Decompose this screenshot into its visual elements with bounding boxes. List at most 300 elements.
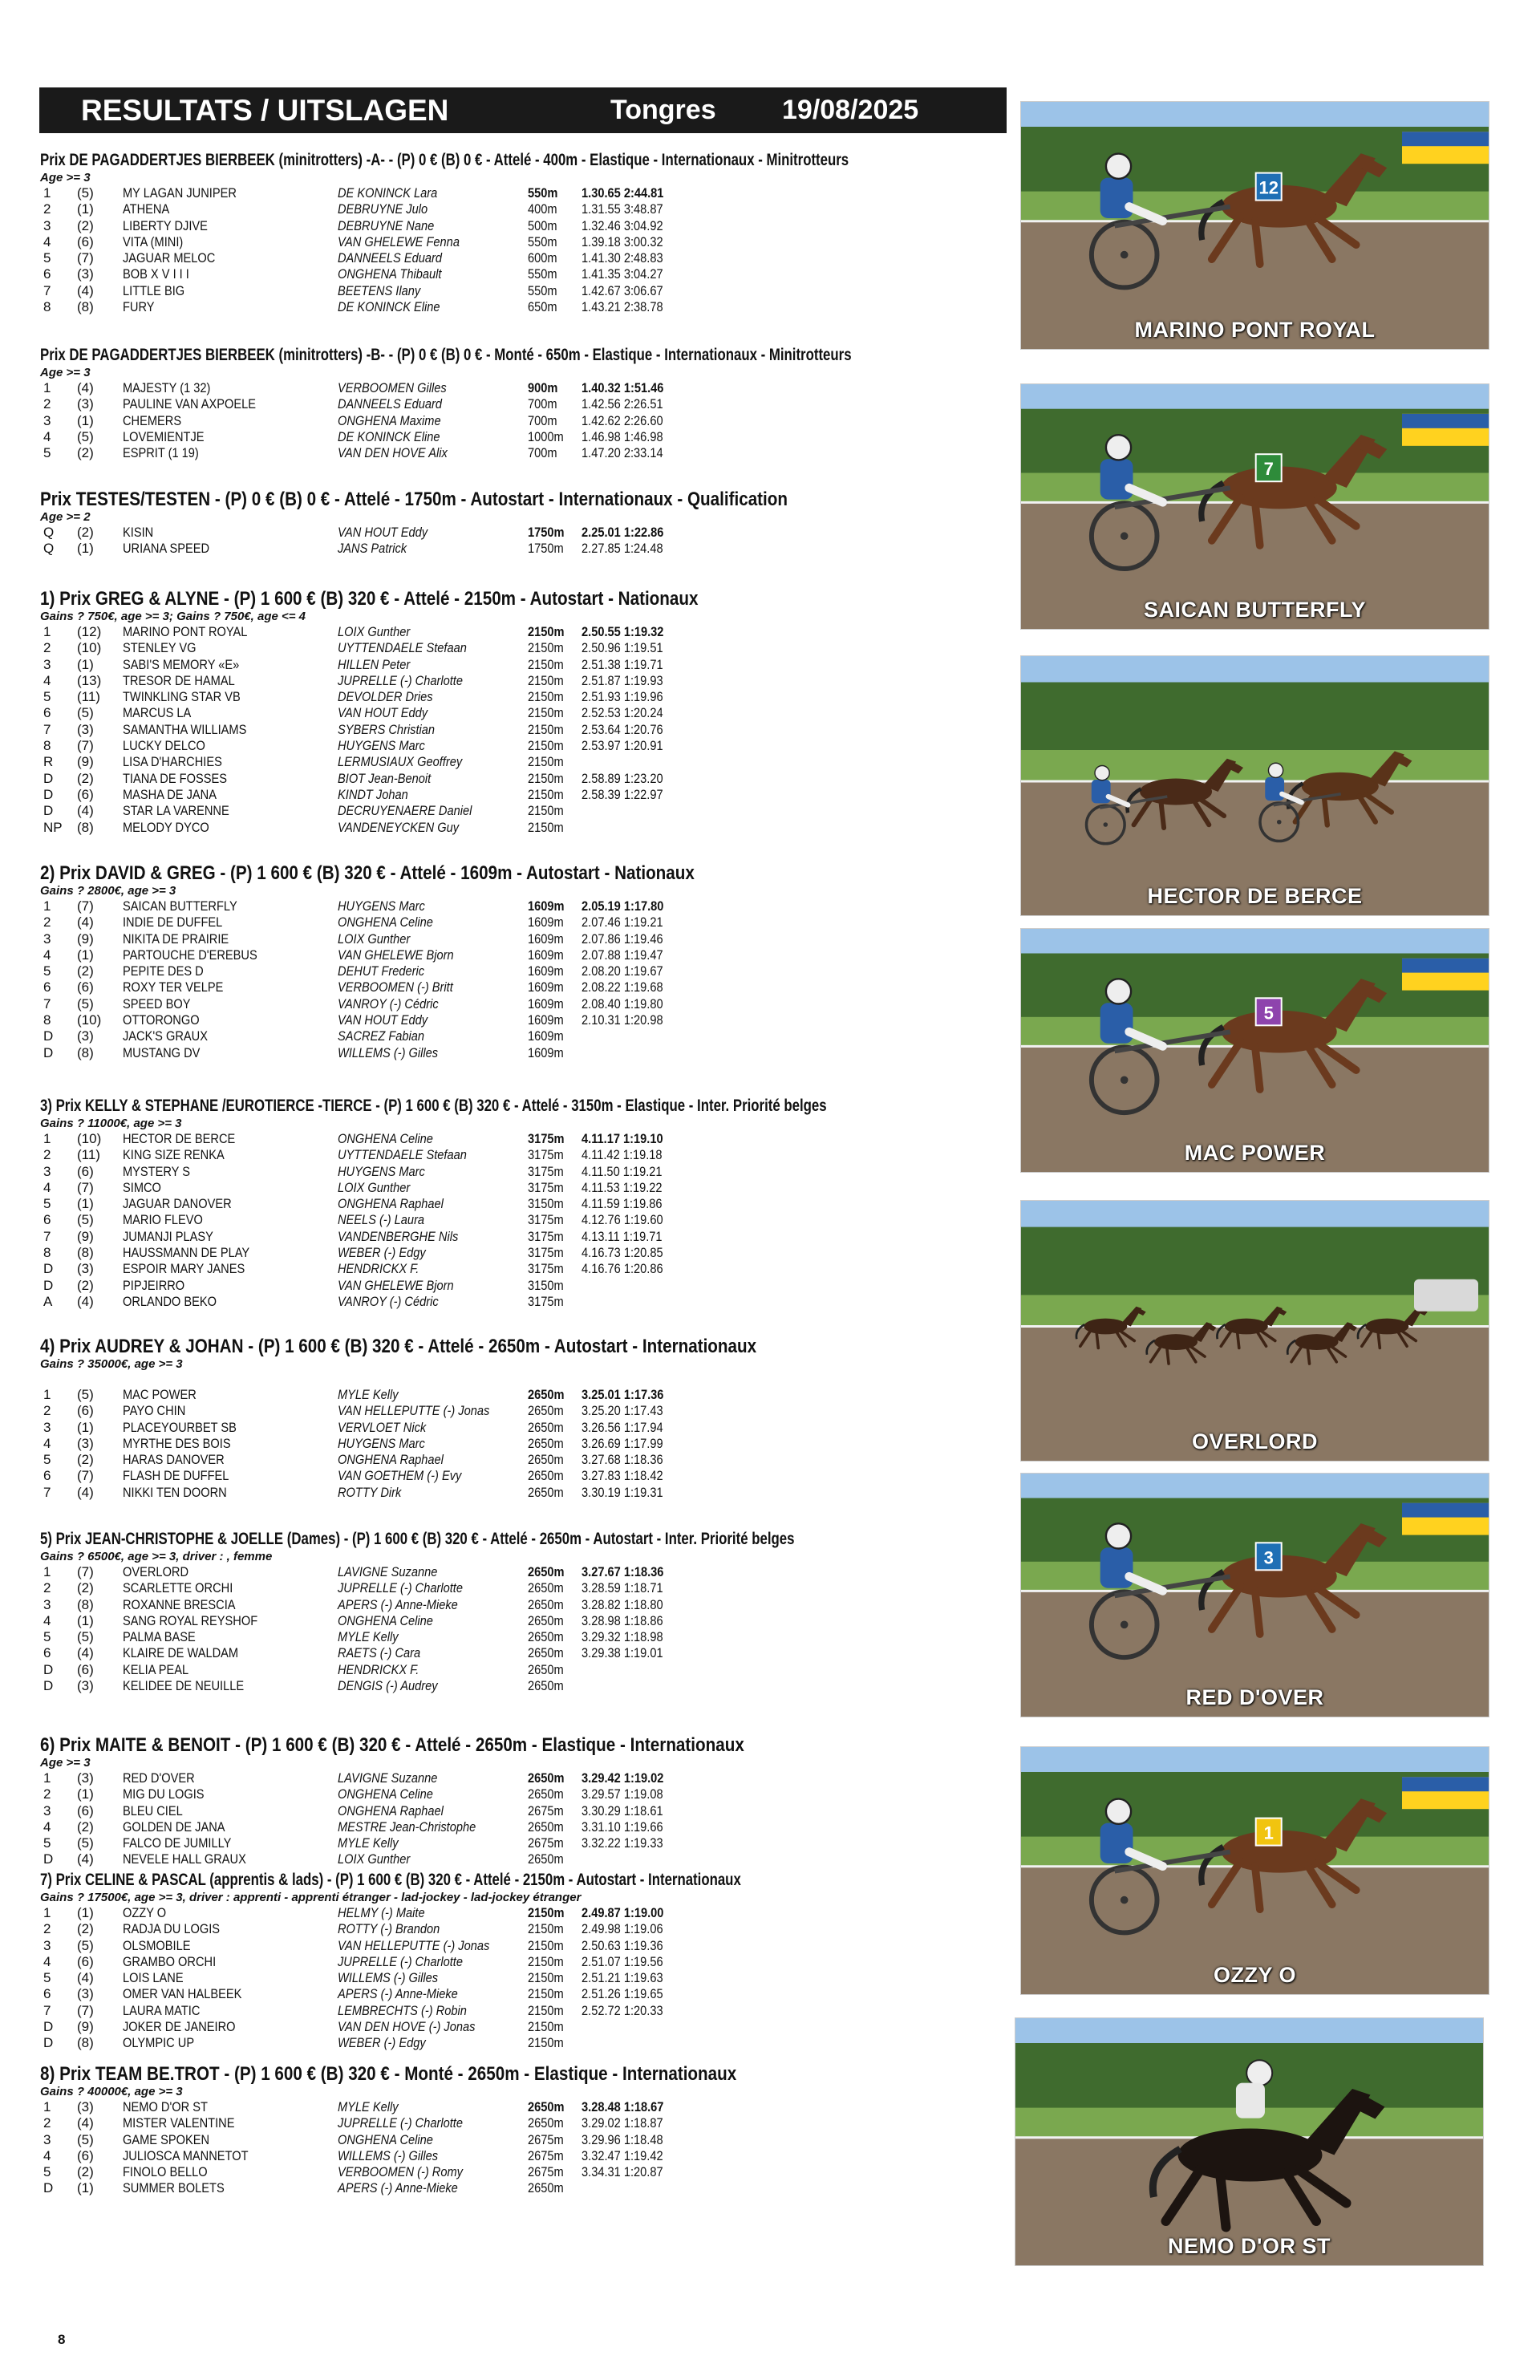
result-row <box>40 1420 1015 1436</box>
horse-name: LUCKY DELCO <box>123 738 205 754</box>
race-title: 2) Prix DAVID & GREG - (P) 1 600 € (B) 320 € - Attelé - 1609m - Autostart - Nationaux <box>40 862 695 884</box>
horse-name: RADJA DU LOGIS <box>123 1921 221 1937</box>
result-row <box>40 218 1015 234</box>
horse-name: PAYO CHIN <box>123 1403 186 1419</box>
results-table <box>40 2099 1015 2197</box>
distance: 900m <box>528 380 558 395</box>
race-time: 3.27.68 1:18.36 <box>582 1452 663 1468</box>
results-table <box>40 1905 1015 2052</box>
driver-name: APERS (-) Anne-Mieke <box>338 1596 458 1612</box>
finish-position: 1 <box>43 1387 51 1402</box>
result-row <box>40 1938 1015 1954</box>
start-number: (5) <box>77 2131 94 2147</box>
results-table <box>40 525 1015 557</box>
horse-name: ROXY TER VELPE <box>123 979 224 995</box>
race-time: 2.07.88 1:19.47 <box>582 947 663 963</box>
driver-name: LERMUSIAUX Geoffrey <box>338 754 463 770</box>
race-title: 7) Prix CELINE & PASCAL (apprentis & lads) - (P) 1 600 € (B) 320 € - Attelé - 2150m - Autostart - Internationaux <box>40 1871 741 1889</box>
horse-name: GOLDEN DE JANA <box>123 1818 225 1835</box>
finish-position: 3 <box>43 217 51 233</box>
race-winner-photo <box>1020 101 1489 350</box>
race-winner-photo <box>1020 655 1489 916</box>
race-time: 2.51.21 1:19.63 <box>582 1970 663 1986</box>
result-row <box>40 947 1015 963</box>
horse-name: TRESOR DE HAMAL <box>123 672 235 688</box>
finish-position: 4 <box>43 1953 51 1969</box>
driver-name: ONGHENA Celine <box>338 1786 433 1802</box>
driver-name: VAN HOUT Eddy <box>338 1012 428 1028</box>
start-number: (1) <box>77 947 94 963</box>
driver-name: DANNEELS Eduard <box>338 396 443 412</box>
race-time: 2.53.97 1:20.91 <box>582 738 663 754</box>
race-time: 2.08.20 1:19.67 <box>582 963 663 979</box>
result-row <box>40 771 1015 787</box>
result-row <box>40 1229 1015 1245</box>
distance: 2650m <box>528 1612 564 1628</box>
start-number: (2) <box>77 1277 94 1293</box>
driver-name: ONGHENA Thibault <box>338 266 442 282</box>
race-conditions: Gains ? 35000€, age >= 3 <box>40 1357 183 1371</box>
race-block <box>40 2063 1015 2197</box>
driver-name: ONGHENA Raphael <box>338 1802 444 1818</box>
result-row <box>40 1485 1015 1501</box>
driver-name: JUPRELLE (-) Charlotte <box>338 1580 463 1596</box>
distance: 2150m <box>528 1953 564 1969</box>
result-row <box>40 1045 1015 1061</box>
race-time: 3.26.69 1:17.99 <box>582 1435 663 1451</box>
start-number: (5) <box>77 1629 94 1645</box>
race-time: 1.40.32 1:51.46 <box>582 380 664 395</box>
finish-position: D <box>43 770 54 786</box>
finish-position: D <box>43 786 54 802</box>
start-number: (6) <box>77 2147 94 2163</box>
driver-name: UYTTENDAELE Stefaan <box>338 1147 467 1163</box>
horse-name: JAGUAR MELOC <box>123 250 216 266</box>
result-row <box>40 1770 1015 1786</box>
race-time: 3.32.22 1:19.33 <box>582 1835 663 1851</box>
race-time: 1.41.30 2:48.83 <box>582 250 663 266</box>
horse-name: ESPOIR MARY JANES <box>123 1261 245 1277</box>
driver-name: WILLEMS (-) Gilles <box>338 2147 439 2163</box>
race-time: 3.34.31 1:20.87 <box>582 2164 663 2180</box>
saddle-cloth-number <box>1256 1543 1282 1570</box>
result-row <box>40 1613 1015 1629</box>
result-row <box>40 1986 1015 2002</box>
race-time: 1.42.56 2:26.51 <box>582 396 663 412</box>
finish-position: D <box>43 1678 54 1694</box>
driver-name: ROTTY (-) Brandon <box>338 1921 440 1937</box>
result-row <box>40 1278 1015 1294</box>
start-number: (3) <box>77 266 94 282</box>
start-number: (5) <box>77 995 94 1012</box>
distance: 2675m <box>528 2147 564 2163</box>
distance: 1609m <box>528 1012 564 1028</box>
svg-text:3: 3 <box>1263 1547 1274 1568</box>
saddle-cloth-number <box>1256 998 1282 1025</box>
distance: 2650m <box>528 1678 564 1694</box>
finish-position: 4 <box>43 672 51 688</box>
start-number: (9) <box>77 2019 94 2035</box>
result-row <box>40 1212 1015 1228</box>
result-row <box>40 299 1015 315</box>
distance: 2150m <box>528 803 564 819</box>
driver-name: VAN HELLEPUTTE (-) Jonas <box>338 1403 490 1419</box>
distance: 2650m <box>528 2180 564 2196</box>
horse-name: PAULINE VAN AXPOELE <box>123 396 257 412</box>
horse-name: PLACEYOURBET SB <box>123 1419 237 1435</box>
horse-name: GRAMBO ORCHI <box>123 1953 217 1969</box>
horse-name: MARINO PONT ROYAL <box>123 624 248 639</box>
driver-name: LEMBRECHTS (-) Robin <box>338 2002 467 2018</box>
distance: 2650m <box>528 1629 564 1645</box>
finish-position: D <box>43 1661 54 1677</box>
start-number: (7) <box>77 738 94 754</box>
horse-name: MELODY DYCO <box>123 819 209 835</box>
start-number: (1) <box>77 1612 94 1628</box>
distance: 2150m <box>528 656 564 672</box>
driver-name: HUYGENS Marc <box>338 1163 425 1179</box>
race-time: 2.58.89 1:23.20 <box>582 770 663 786</box>
results-table <box>40 624 1015 836</box>
distance: 2150m <box>528 819 564 835</box>
driver-name: LOIX Gunther <box>338 1179 411 1195</box>
horse-name: FLASH DE DUFFEL <box>123 1468 229 1484</box>
horse-name: FINOLO BELLO <box>123 2164 208 2180</box>
driver-name: VAN GHELEWE Bjorn <box>338 947 454 963</box>
race-time: 1.42.62 2:26.60 <box>582 412 663 428</box>
start-number: (10) <box>77 640 102 656</box>
horse-name: JACK'S GRAUX <box>123 1028 208 1044</box>
distance: 1000m <box>528 428 564 444</box>
finish-position: 2 <box>43 1921 51 1937</box>
start-number: (10) <box>77 1012 102 1028</box>
driver-name: RAETS (-) Cara <box>338 1645 421 1661</box>
driver-name: VERBOOMEN (-) Britt <box>338 979 453 995</box>
finish-position: 5 <box>43 1629 51 1645</box>
start-number: (3) <box>77 396 94 412</box>
page-title: RESULTATS / UITSLAGEN <box>81 94 449 127</box>
distance: 1609m <box>528 979 564 995</box>
start-number: (7) <box>77 1468 94 1484</box>
distance: 2150m <box>528 1970 564 1986</box>
start-number: (1) <box>77 1786 94 1802</box>
result-row <box>40 2003 1015 2019</box>
distance: 2150m <box>528 1921 564 1937</box>
race-conditions: Age >= 3 <box>40 366 91 379</box>
start-number: (12) <box>77 624 102 639</box>
result-row <box>40 396 1015 412</box>
driver-name: VERVLOET Nick <box>338 1419 427 1435</box>
horse-name: PARTOUCHE D'EREBUS <box>123 947 257 963</box>
finish-position: 1 <box>43 380 51 395</box>
driver-name: DEBRUYNE Nane <box>338 217 435 233</box>
horse-name: OTTORONGO <box>123 1012 200 1028</box>
results-header <box>39 87 1007 133</box>
distance: 1609m <box>528 947 564 963</box>
horse-name: JULIOSCA MANNETOT <box>123 2147 249 2163</box>
result-row <box>40 1645 1015 1661</box>
horse-name: FURY <box>123 299 155 315</box>
start-number: (6) <box>77 233 94 249</box>
result-row <box>40 996 1015 1012</box>
photo-caption: NEMO D'OR ST <box>1168 2234 1331 2258</box>
distance: 2675m <box>528 2164 564 2180</box>
race-time: 2.10.31 1:20.98 <box>582 1012 663 1028</box>
saddle-cloth-number <box>1256 1818 1282 1846</box>
distance: 2650m <box>528 1645 564 1661</box>
horse-name: MASHA DE JANA <box>123 786 217 802</box>
horse-name: GAME SPOKEN <box>123 2131 210 2147</box>
horse-name: STAR LA VARENNE <box>123 803 229 819</box>
svg-text:1: 1 <box>1263 1823 1274 1843</box>
distance: 1609m <box>528 914 564 931</box>
svg-text:5: 5 <box>1263 1003 1274 1024</box>
distance: 3175m <box>528 1228 564 1244</box>
finish-position: 5 <box>43 1970 51 1986</box>
finish-position: 5 <box>43 250 51 266</box>
race-time: 2.49.87 1:19.00 <box>582 1905 664 1920</box>
driver-name: ONGHENA Celine <box>338 2131 433 2147</box>
finish-position: 5 <box>43 689 51 705</box>
race-block <box>40 862 1015 1061</box>
race-title: Prix DE PAGADDERTJES BIERBEEK (minitrotters) -B- - (P) 0 € (B) 0 € - Monté - 650m - Elastique - Internationaux - Minitrotteurs <box>40 346 852 364</box>
finish-position: 5 <box>43 2164 51 2180</box>
photo-caption: OZZY O <box>1213 1963 1296 1987</box>
driver-name: HENDRICKX F. <box>338 1261 419 1277</box>
race-time: 3.29.57 1:19.08 <box>582 1786 663 1802</box>
race-time: 2.50.96 1:19.51 <box>582 640 663 656</box>
race-winner-photo <box>1020 1200 1489 1462</box>
horse-name: SAICAN BUTTERFLY <box>123 898 237 914</box>
distance: 2650m <box>528 1596 564 1612</box>
start-number: (9) <box>77 931 94 947</box>
distance: 2650m <box>528 1468 564 1484</box>
driver-name: VAN DEN HOVE Alix <box>338 445 448 461</box>
result-row <box>40 1245 1015 1261</box>
driver-name: DANNEELS Eduard <box>338 250 443 266</box>
finish-position: 2 <box>43 2115 51 2131</box>
race-title: 1) Prix GREG & ALYNE - (P) 1 600 € (B) 320 € - Attelé - 2150m - Autostart - Nationaux <box>40 588 699 610</box>
distance: 2650m <box>528 1435 564 1451</box>
driver-name: VAN GHELEWE Fenna <box>338 233 460 249</box>
driver-name: VANROY (-) Cédric <box>338 995 439 1012</box>
race-conditions: Gains ? 40000€, age >= 3 <box>40 2085 183 2098</box>
driver-name: VANDENBERGHE Nils <box>338 1228 459 1244</box>
driver-name: VANDENEYCKEN Guy <box>338 819 460 835</box>
finish-position: 1 <box>43 898 51 914</box>
start-number: (7) <box>77 2002 94 2018</box>
distance: 3175m <box>528 1163 564 1179</box>
horse-name: SAMANTHA WILLIAMS <box>123 721 247 737</box>
start-number: (9) <box>77 1228 94 1244</box>
distance: 2650m <box>528 2099 565 2114</box>
horse-name: MAJESTY (1 32) <box>123 380 211 395</box>
start-number: (1) <box>77 656 94 672</box>
race-title: 5) Prix JEAN-CHRISTOPHE & JOELLE (Dames) - (P) 1 600 € (B) 320 € - Attelé - 2650m - Autostart - Inter. Priorité belges <box>40 1530 795 1548</box>
distance: 3150m <box>528 1277 564 1293</box>
race-time: 2.51.26 1:19.65 <box>582 1986 663 2002</box>
distance: 1609m <box>528 931 564 947</box>
finish-position: 4 <box>43 233 51 249</box>
race-time: 3.29.38 1:19.01 <box>582 1645 663 1661</box>
photo-caption: MARINO PONT ROYAL <box>1134 318 1376 342</box>
driver-name: MYLE Kelly <box>338 1629 399 1645</box>
horse-name: LITTLE BIG <box>123 282 185 298</box>
distance: 2150m <box>528 738 564 754</box>
start-number: (1) <box>77 412 94 428</box>
horse-name: VITA (MINI) <box>123 233 184 249</box>
driver-name: VAN HOUT Eddy <box>338 525 428 540</box>
horse-name: FALCO DE JUMILLY <box>123 1835 232 1851</box>
race-time: 3.29.32 1:18.98 <box>582 1629 663 1645</box>
race-time: 2.52.72 1:20.33 <box>582 2002 663 2018</box>
distance: 2150m <box>528 754 564 770</box>
race-time: 1.47.20 2:33.14 <box>582 445 663 461</box>
result-row <box>40 1294 1015 1310</box>
start-number: (3) <box>77 1770 94 1786</box>
result-row <box>40 1436 1015 1452</box>
result-row <box>40 1629 1015 1645</box>
results-table <box>40 1564 1015 1694</box>
race-time: 3.29.42 1:19.02 <box>582 1770 664 1786</box>
race-block <box>40 588 1015 836</box>
photo-caption: OVERLORD <box>1191 1429 1318 1454</box>
result-row <box>40 1131 1015 1147</box>
horse-name: JUMANJI PLASY <box>123 1228 213 1244</box>
distance: 1750m <box>528 525 565 540</box>
finish-position: 2 <box>43 640 51 656</box>
page-number: 8 <box>58 2332 66 2347</box>
horse-name: HECTOR DE BERCE <box>123 1131 236 1146</box>
result-row <box>40 234 1015 250</box>
driver-name: ONGHENA Maxime <box>338 412 441 428</box>
driver-name: NEELS (-) Laura <box>338 1212 425 1228</box>
distance: 2675m <box>528 1835 564 1851</box>
finish-position: Q <box>43 541 55 557</box>
driver-name: APERS (-) Anne-Mieke <box>338 2180 458 2196</box>
driver-name: VAN GHELEWE Bjorn <box>338 1277 454 1293</box>
driver-name: ONGHENA Raphael <box>338 1452 444 1468</box>
distance: 2650m <box>528 2115 564 2131</box>
driver-name: HELMY (-) Maite <box>338 1905 425 1920</box>
race-title: Prix TESTES/TESTEN - (P) 0 € (B) 0 € - Attelé - 1750m - Autostart - Internationaux - Qualification <box>40 489 788 510</box>
finish-position: 6 <box>43 979 51 995</box>
horse-name: MARCUS LA <box>123 705 192 721</box>
distance: 3175m <box>528 1293 564 1309</box>
distance: 2650m <box>528 1786 564 1802</box>
finish-position: D <box>43 1028 54 1044</box>
distance: 2650m <box>528 1818 564 1835</box>
horse-name: NIKKI TEN DOORN <box>123 1484 227 1500</box>
finish-position: 1 <box>43 2099 51 2114</box>
race-time: 3.25.01 1:17.36 <box>582 1387 664 1402</box>
finish-position: 1 <box>43 624 51 639</box>
horse-name: MYRTHE DES BOIS <box>123 1435 231 1451</box>
result-row <box>40 1580 1015 1596</box>
start-number: (2) <box>77 445 94 461</box>
distance: 3175m <box>528 1245 564 1261</box>
race-time: 1.41.35 3:04.27 <box>582 266 663 282</box>
race-time: 3.31.10 1:19.66 <box>582 1818 663 1835</box>
race-time: 3.29.02 1:18.87 <box>582 2115 663 2131</box>
finish-position: 3 <box>43 1802 51 1818</box>
horse-name: NEMO D'OR ST <box>123 2099 208 2114</box>
race-time: 4.12.76 1:19.60 <box>582 1212 663 1228</box>
race-block <box>40 1336 1015 1501</box>
start-number: (3) <box>77 2099 94 2114</box>
finish-position: 5 <box>43 445 51 461</box>
results-table <box>40 1387 1015 1501</box>
distance: 2150m <box>528 689 564 705</box>
photo-caption: MAC POWER <box>1184 1141 1326 1165</box>
finish-position: 3 <box>43 1163 51 1179</box>
horse-name: MUSTANG DV <box>123 1044 201 1060</box>
finish-position: 3 <box>43 1419 51 1435</box>
start-number: (8) <box>77 1245 94 1261</box>
distance: 2150m <box>528 672 564 688</box>
horse-name: KING SIZE RENKA <box>123 1147 225 1163</box>
distance: 1750m <box>528 541 564 557</box>
result-row <box>40 640 1015 656</box>
race-conditions: Age >= 3 <box>40 1756 91 1770</box>
finish-position: 2 <box>43 1786 51 1802</box>
finish-position: 7 <box>43 282 51 298</box>
horse-name: MYSTERY S <box>123 1163 190 1179</box>
result-row <box>40 525 1015 541</box>
distance: 2150m <box>528 624 565 639</box>
race-conditions: Age >= 2 <box>40 510 91 524</box>
driver-name: LOIX Gunther <box>338 1851 411 1867</box>
start-number: (7) <box>77 1564 94 1579</box>
result-row <box>40 445 1015 461</box>
race-conditions: Gains ? 2800€, age >= 3 <box>40 884 176 898</box>
start-number: (6) <box>77 1661 94 1677</box>
driver-name: VAN HELLEPUTTE (-) Jonas <box>338 1937 490 1953</box>
finish-position: 4 <box>43 1435 51 1451</box>
result-row <box>40 1662 1015 1678</box>
distance: 550m <box>528 185 558 201</box>
horse-name: HAUSSMANN DE PLAY <box>123 1245 250 1261</box>
horse-name: LISA D'HARCHIES <box>123 754 222 770</box>
driver-name: ONGHENA Celine <box>338 1612 433 1628</box>
result-row <box>40 820 1015 836</box>
finish-position: 8 <box>43 1245 51 1261</box>
start-number: (6) <box>77 786 94 802</box>
finish-position: D <box>43 2019 54 2035</box>
race-time: 2.51.87 1:19.93 <box>582 672 663 688</box>
start-number: (2) <box>77 1580 94 1596</box>
driver-name: ROTTY Dirk <box>338 1484 402 1500</box>
distance: 2650m <box>528 1419 564 1435</box>
finish-position: 1 <box>43 1905 51 1920</box>
race-time: 3.29.96 1:18.48 <box>582 2131 663 2147</box>
horse-name: JAGUAR DANOVER <box>123 1196 232 1212</box>
start-number: (8) <box>77 1596 94 1612</box>
distance: 1609m <box>528 1028 564 1044</box>
results-table <box>40 1770 1015 1868</box>
result-row <box>40 2164 1015 2180</box>
horse-name: OLSMOBILE <box>123 1937 191 1953</box>
start-number: (4) <box>77 1293 94 1309</box>
finish-position: 7 <box>43 995 51 1012</box>
finish-position: 1 <box>43 1564 51 1579</box>
horse-name: OZZY O <box>123 1905 167 1920</box>
finish-position: 5 <box>43 963 51 979</box>
driver-name: WEBER (-) Edgy <box>338 1245 426 1261</box>
start-number: (2) <box>77 1921 94 1937</box>
race-block <box>40 1528 1015 1694</box>
distance: 700m <box>528 396 557 412</box>
